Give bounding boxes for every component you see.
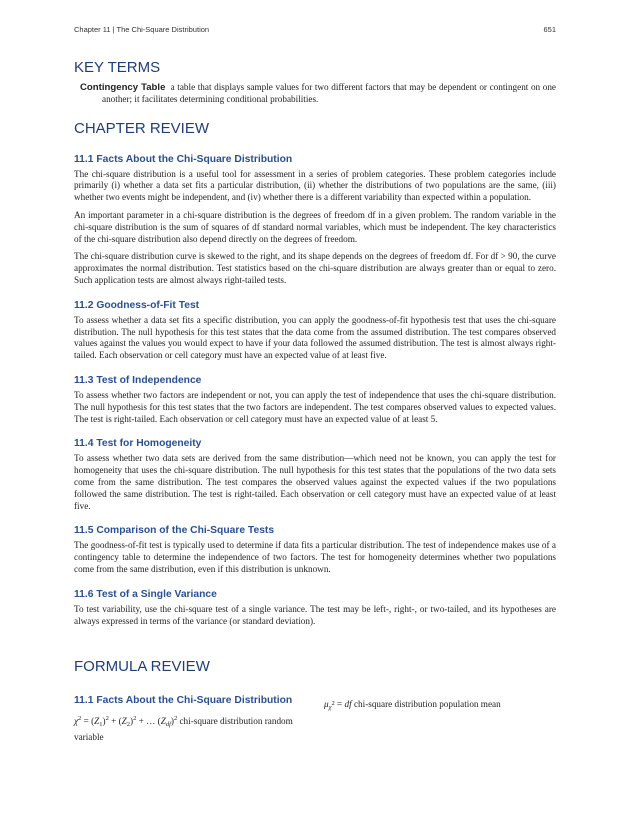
formula-columns bbox=[74, 677, 556, 743]
review-section-11-2 bbox=[74, 299, 556, 362]
key-term-contingency-table bbox=[80, 82, 556, 106]
key-terms-heading: KEY TERMS bbox=[74, 59, 161, 76]
section-title: 11.3 Test of Independence bbox=[74, 374, 202, 386]
review-section-11-4 bbox=[74, 437, 556, 512]
review-section-11-6 bbox=[74, 588, 556, 628]
section-paragraph: To assess whether two factors are independent or not, you can apply the test of independence that uses the chi-square distribution. The null hypothesis for this test states that the two factors are independent. The test compares observed values to expected values. The test is right-tailed. Each observation or cell category must have an expected value of at least 5. bbox=[74, 389, 556, 424]
chapter-review-heading: CHAPTER REVIEW bbox=[74, 119, 210, 137]
section-paragraph: To test variability, use the chi-square test of a single variance. The test may be left-, right-, or two-tailed, and its hypotheses are always expressed in terms of the variance (or standard deviation). bbox=[74, 603, 556, 626]
section-paragraph: To assess whether two data sets are derived from the same distribution—which need not be known, you can apply the test for homogeneity that uses the chi-square distribution. The null hypothesis for this test states that the populations of the two data sets come from the same distribution. The test compares the observed values against the expected values if the two populations followed the same distribution. The test is right-tailed. Each observation or cell category must have an expected value of at least five. bbox=[74, 453, 556, 511]
section-title: 11.1 Facts About the Chi-Square Distribution bbox=[74, 153, 293, 165]
section-paragraph: The chi-square distribution curve is skewed to the right, and its shape depends on the degrees of freedom df. For df > 90, the curve approximates the normal distribution. Test statistics based on the chi-square distribution are always greater than or equal to zero. Such application tests are almost always right-tailed tests. bbox=[74, 251, 556, 285]
page-number: 651 bbox=[543, 25, 556, 34]
key-term-definition: a table that displays sample values for two different factors that may be dependent or contingent on one another; it facilitates determining conditional probabilities. bbox=[102, 82, 557, 104]
section-title: 11.5 Comparison of the Chi-Square Tests bbox=[74, 525, 275, 537]
main-content bbox=[74, 58, 556, 743]
chapter-title: Chapter 11 | The Chi-Square Distribution bbox=[74, 25, 210, 34]
section-title: 11.2 Goodness-of-Fit Test bbox=[74, 299, 200, 311]
section-paragraph: An important parameter in a chi-square distribution is the degrees of freedom df in a given problem. The random variable in the chi-square distribution is the sum of squares of df standard normal variables, which must be independent. The key characteristics of the chi-square distribution also depend directly on the degrees of freedom. bbox=[74, 209, 556, 244]
section-paragraph: The goodness-of-fit test is typically used to determine if data fits a particular distribution. The test of independence makes use of a contingency table to determine the independence of two factors. The test for homogeneity determines whether two populations come from the same distribution, even if this distribution is unknown. bbox=[74, 540, 556, 574]
running-header bbox=[74, 25, 556, 34]
formula-column-right bbox=[324, 677, 556, 743]
review-section-11-3 bbox=[74, 374, 556, 425]
section-title: 11.6 Test of a Single Variance bbox=[74, 588, 217, 600]
review-section-11-1 bbox=[74, 153, 556, 287]
formula-review-heading: FORMULA REVIEW bbox=[74, 658, 210, 676]
formula-description: chi-square distribution population mean bbox=[353, 699, 501, 710]
section-paragraph: To assess whether a data set fits a specific distribution, you can apply the goodness-of-fit hypothesis test that uses the chi-square distribution. The null hypothesis for this test states that the data come from the assumed distribution. The test compares observed values against the values you would expect to have if your data followed the assumed distribution. The test is almost always right-tailed. Each observation or cell category must have an expected value of at least five. bbox=[74, 314, 556, 361]
review-section-11-5 bbox=[74, 524, 556, 575]
section-paragraph: The chi-square distribution is a useful tool for assessment in a series of problem categories. These problem categories include primarily (i) whether a data set fits a particular distribution, (ii) whether the distributions of two populations are the same, (iii) whether two events might be independent, and (iv) whether there is a different variability than expected within a population. bbox=[74, 168, 556, 203]
section-title: 11.4 Test for Homogeneity bbox=[74, 438, 202, 450]
formula-section-title: 11.1 Facts About the Chi-Square Distribution bbox=[74, 695, 293, 707]
formula-column-left bbox=[74, 677, 312, 743]
formula-chi-square-mean bbox=[324, 679, 556, 714]
formula-expression: $\chi^2 = (Z_1)^2 + (Z_2)^2$ + … $(Z_{df})^2$ bbox=[74, 715, 178, 729]
formula-chi-square-random-variable bbox=[74, 713, 312, 743]
key-term-name: Contingency Table bbox=[80, 82, 166, 93]
formula-wrap-spacer bbox=[324, 679, 556, 691]
formula-expression: $\mu_{\chi^2}$ = df bbox=[324, 699, 352, 712]
formula-description: chi-square distribution random variable bbox=[74, 716, 293, 743]
